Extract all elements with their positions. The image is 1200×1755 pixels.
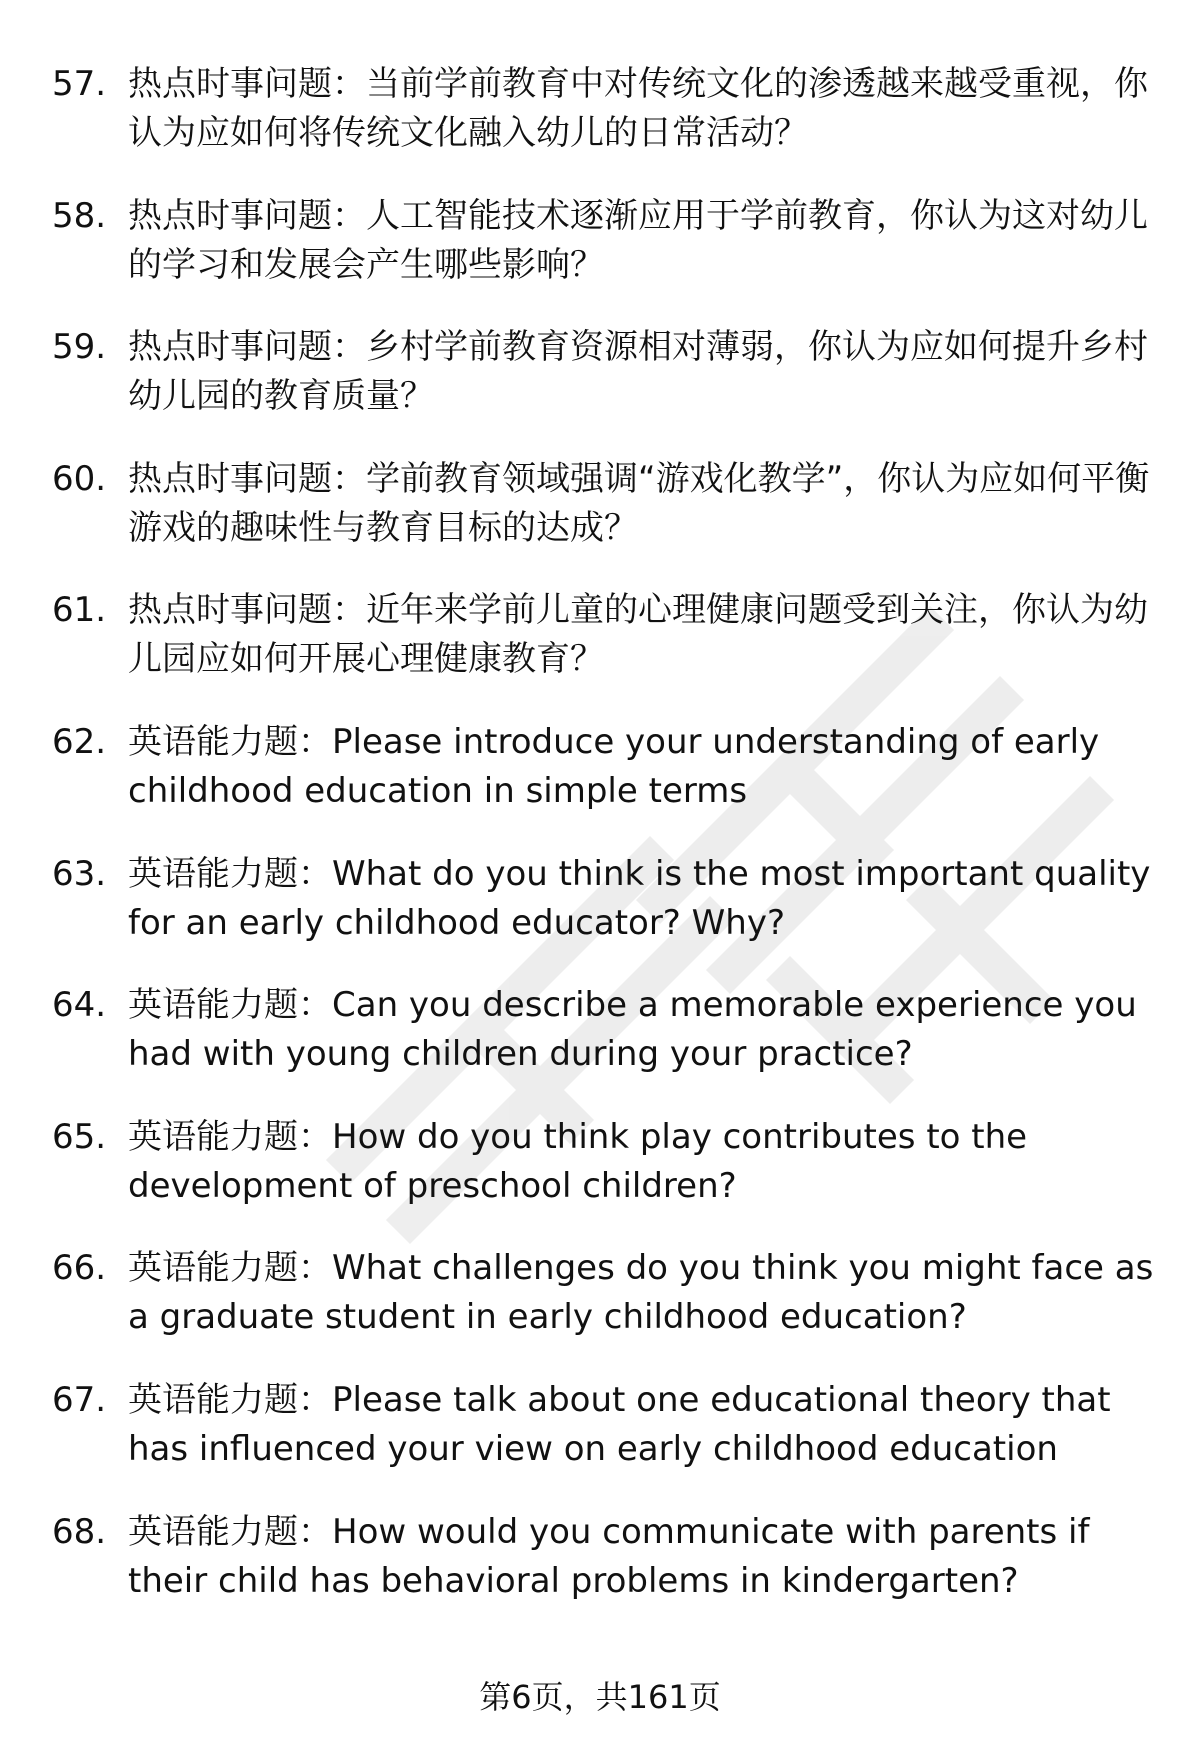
question-item [52,1244,1162,1376]
question-text [128,1376,1162,1474]
question-item [52,192,1162,324]
question-category: 热点时事问题： [128,327,366,368]
question-body: How would you communicate with parents if their child has behavioral problems in kindergarten? [128,1511,1090,1601]
question-text [128,718,1162,816]
question-item [52,455,1162,587]
question-body: 近年来学前儿童的心理健康问题受到关注，你认为幼儿园应如何开展心理健康教育？ [128,590,1148,680]
question-category: 英语能力题： [128,1511,332,1552]
question-category: 热点时事问题： [128,590,366,631]
question-body: 人工智能技术逐渐应用于学前教育，你认为这对幼儿的学习和发展会产生哪些影响？ [128,195,1148,285]
question-category: 热点时事问题： [128,195,366,236]
question-text [128,60,1162,158]
question-number: 67. [52,1379,107,1420]
question-item [52,850,1162,982]
question-text [128,455,1162,553]
question-text [128,192,1162,290]
question-number: 59. [52,327,107,368]
question-item [52,1376,1162,1508]
question-number: 64. [52,985,107,1026]
question-number: 65. [52,1116,107,1157]
question-category: 热点时事问题： [128,458,366,499]
question-item [52,586,1162,718]
question-category: 英语能力题： [128,721,332,762]
question-number: 62. [52,721,107,762]
page-footer: 第6页，共161页 [479,1678,721,1716]
question-category: 英语能力题： [128,1248,332,1289]
question-body: How do you think play contributes to the development of preschool children? [128,1116,1028,1206]
question-item [52,60,1162,192]
question-category: 英语能力题： [128,1379,332,1420]
question-item [52,718,1162,850]
question-item [52,981,1162,1113]
question-body: 当前学前教育中对传统文化的渗透越来越受重视，你认为应如何将传统文化融入幼儿的日常活动？ [128,64,1148,153]
question-body: What do you think is the most important quality for an early childhood educator? Why? [128,853,1151,943]
question-number: 60. [52,458,107,499]
question-number: 66. [52,1248,107,1289]
question-number: 63. [52,853,107,894]
question-list [52,60,1162,1639]
question-category: 英语能力题： [128,853,332,894]
question-number: 68. [52,1511,107,1552]
question-number: 61. [52,590,107,631]
question-item [52,1113,1162,1245]
question-item [52,1508,1162,1640]
question-body: What challenges do you think you might face as a graduate student in early childhood education? [128,1248,1154,1338]
question-category: 英语能力题： [128,985,332,1026]
question-body: 乡村学前教育资源相对薄弱，你认为应如何提升乡村幼儿园的教育质量？ [128,327,1148,417]
question-body: Please introduce your understanding of early childhood education in simple terms [128,721,1100,811]
question-text [128,1113,1162,1211]
question-text [128,1508,1162,1606]
question-number: 57. [52,64,107,104]
question-text [128,1244,1162,1342]
question-text [128,850,1162,948]
question-body: Can you describe a memorable experience you had with young children during your practice? [128,985,1137,1075]
question-body: Please talk about one educational theory that has influenced your view on early childhood education [128,1379,1111,1469]
question-category: 热点时事问题： [128,64,366,104]
question-text [128,586,1162,684]
question-item [52,323,1162,455]
question-body: 学前教育领域强调“游戏化教学”，你认为应如何平衡游戏的趣味性与教育目标的达成？ [128,458,1150,548]
question-category: 英语能力题： [128,1116,332,1157]
question-text [128,323,1162,421]
question-text [128,981,1162,1079]
question-number: 58. [52,195,107,236]
